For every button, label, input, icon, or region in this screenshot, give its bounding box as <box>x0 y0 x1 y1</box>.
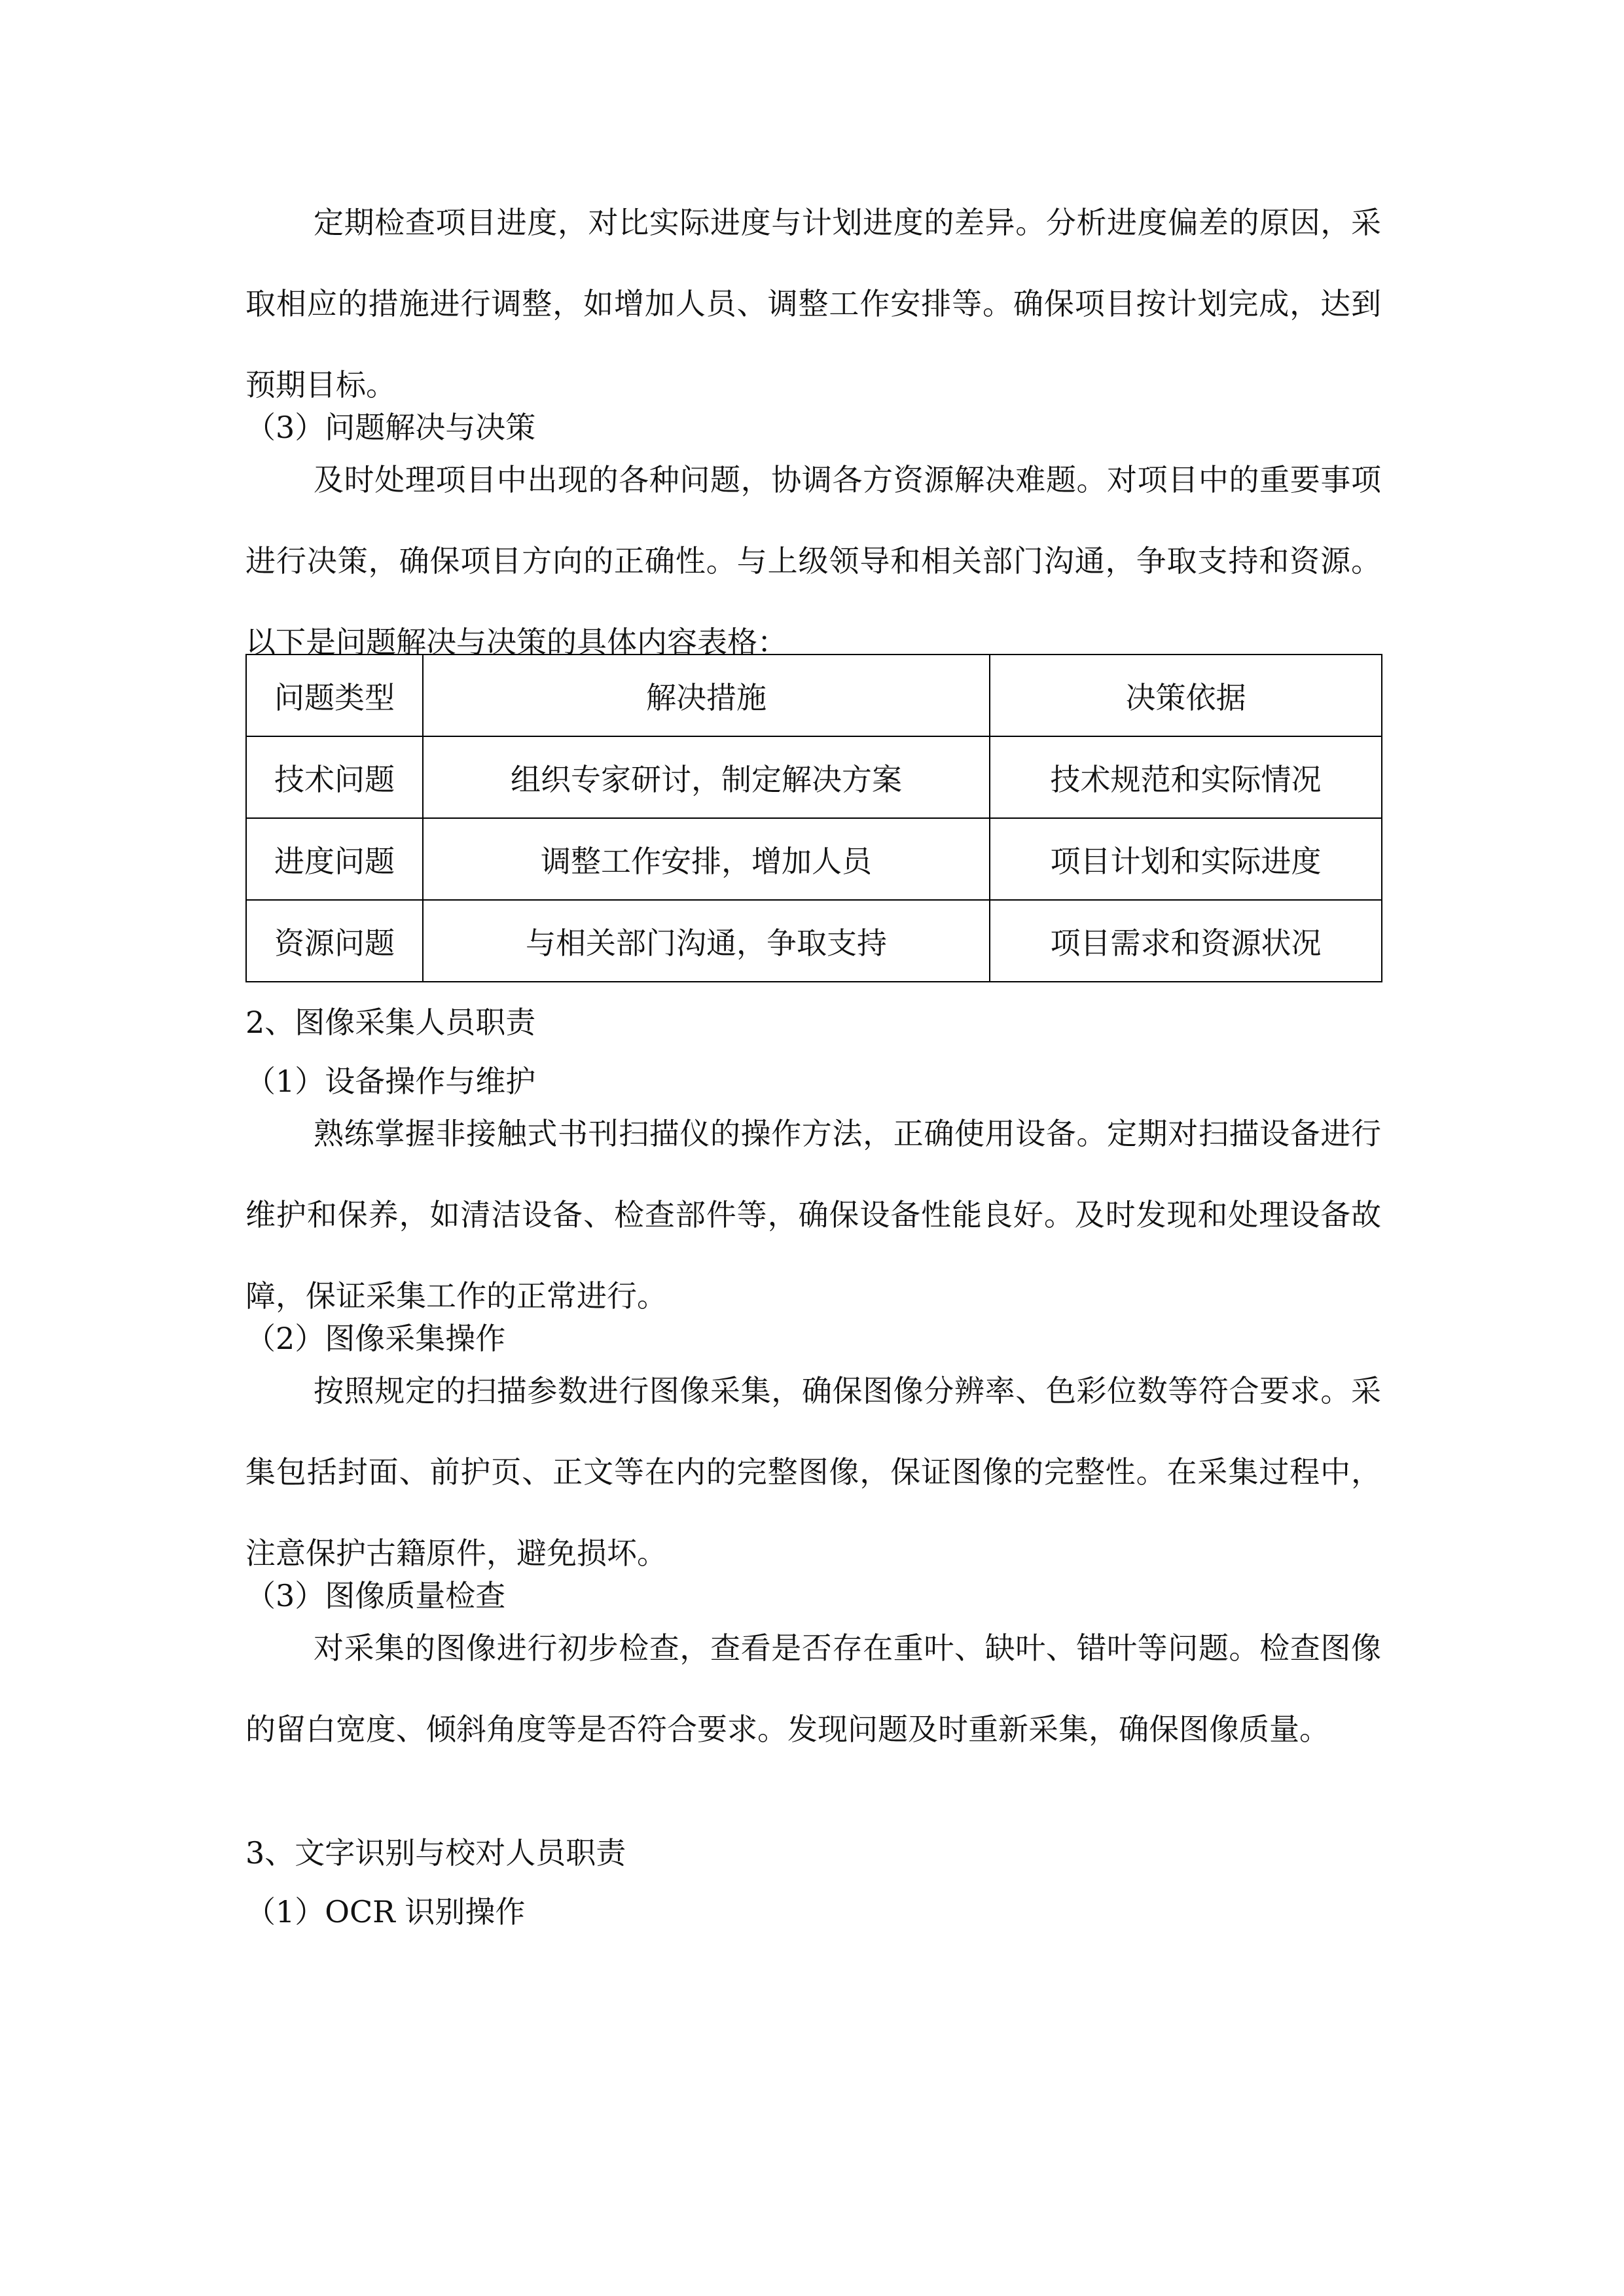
table-cell: 项目计划和实际进度 <box>990 818 1382 900</box>
table-row <box>246 818 1382 900</box>
heading-problem-solving: （3）问题解决与决策 <box>245 410 536 445</box>
table-header-cell: 解决措施 <box>423 655 990 736</box>
table-row <box>246 900 1382 982</box>
table-cell: 调整工作安排，增加人员 <box>423 818 990 900</box>
table-header-row <box>246 655 1382 736</box>
paragraph-progress-check: 定期检查项目进度，对比实际进度与计划进度的差异。分析进度偏差的原因，采取相应的措施进行调整，如增加人员、调整工作安排等。确保项目按计划完成，达到预期目标。 <box>245 205 1381 403</box>
table-cell: 资源问题 <box>246 900 423 982</box>
paragraph-device-operation: 熟练掌握非接触式书刊扫描仪的操作方法，正确使用设备。定期对扫描设备进行维护和保养，如清洁设备、检查部件等，确保设备性能良好。及时发现和处理设备故障，保证采集工作的正常进行。 <box>245 1116 1381 1314</box>
paragraph-image-capture-operation: 按照规定的扫描参数进行图像采集，确保图像分辨率、色彩位数等符合要求。采集包括封面、前护页、正文等在内的完整图像，保证图像的完整性。在采集过程中，注意保护古籍原件，避免损坏。 <box>245 1373 1381 1571</box>
heading-ocr-operation: （1）OCR 识别操作 <box>245 1894 526 1929</box>
table-row <box>246 736 1382 818</box>
paragraph-problem-solving: 及时处理项目中出现的各种问题，协调各方资源解决难题。对项目中的重要事项进行决策，确保项目方向的正确性。与上级领导和相关部门沟通，争取支持和资源。以下是问题解决与决策的具体内容表格： <box>245 462 1381 660</box>
table-cell: 组织专家研讨，制定解决方案 <box>423 736 990 818</box>
section-title-ocr-proofreading: 3、文字识别与校对人员职责 <box>245 1835 626 1871</box>
table-header-cell: 决策依据 <box>990 655 1382 736</box>
problem-decision-table <box>245 654 1382 982</box>
table-cell: 进度问题 <box>246 818 423 900</box>
table-header-cell: 问题类型 <box>246 655 423 736</box>
table-cell: 技术问题 <box>246 736 423 818</box>
section-title-image-capture: 2、图像采集人员职责 <box>245 1005 536 1040</box>
heading-device-operation: （1）设备操作与维护 <box>245 1064 536 1099</box>
table-cell: 项目需求和资源状况 <box>990 900 1382 982</box>
heading-image-quality-check: （3）图像质量检查 <box>245 1578 506 1613</box>
table-cell: 技术规范和实际情况 <box>990 736 1382 818</box>
heading-image-capture-operation: （2）图像采集操作 <box>245 1321 506 1356</box>
paragraph-image-quality-check: 对采集的图像进行初步检查，查看是否存在重叶、缺叶、错叶等问题。检查图像的留白宽度、倾斜角度等是否符合要求。发现问题及时重新采集，确保图像质量。 <box>245 1630 1381 1747</box>
table-cell: 与相关部门沟通，争取支持 <box>423 900 990 982</box>
